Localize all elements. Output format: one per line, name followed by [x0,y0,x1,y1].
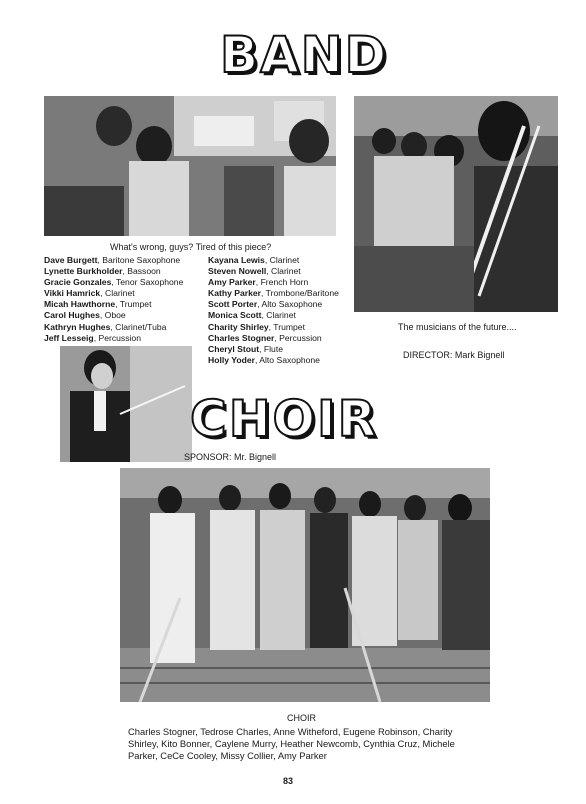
choir-sponsor-line: SPONSOR: Mr. Bignell [184,452,277,462]
band-roster-left [44,255,183,344]
roster-instrument: Oboe [104,310,126,321]
roster-instrument: Clarinet [266,310,296,321]
roster-name: Scott Porter [208,299,258,310]
roster-name: Holly Yoder [208,354,255,365]
roster-name: Kathryn Hughes [44,321,111,332]
band-heading: BAND [220,26,389,84]
roster-name: Vikki Hamrick [44,288,101,299]
roster-entry: Gracie Gonzales, Tenor Saxophone [44,277,184,288]
band-trombone-photo [354,96,558,312]
roster-instrument: Bassoon [127,266,161,277]
band-rehearsal-photo [44,96,336,236]
roster-name: Carol Hughes [44,310,100,321]
roster-instrument: Clarinet/Tuba [115,321,167,332]
roster-entry: Kathryn Hughes, Clarinet/Tuba [44,321,167,332]
roster-name: Lynette Burkholder [44,266,123,277]
roster-name: Gracie Gonzales [44,277,112,288]
roster-instrument: Percussion [98,332,141,343]
roster-entry: Holly Yoder, Alto Saxophone [208,354,320,365]
roster-name: Cheryl Stout [208,343,260,354]
roster-entry: Micah Hawthorne, Trumpet [44,299,152,310]
roster-instrument: Flute [263,343,283,354]
roster-instrument: French Horn [260,277,309,288]
roster-name: Dave Burgett [44,255,98,265]
roster-entry: Vikki Hamrick, Clarinet [44,288,135,299]
roster-entry: Charles Stogner, Percussion [208,332,322,343]
roster-entry: Steven Nowell, Clarinet [208,266,301,277]
roster-name: Charles Stogner [208,332,275,343]
roster-entry: Charity Shirley, Trumpet [208,321,305,332]
director-photo [60,346,192,462]
roster-entry: Dave Burgett, Baritone Saxophone [44,255,181,265]
roster-name: Kathy Parker [208,288,262,299]
roster-instrument: Clarinet [269,255,300,265]
roster-name: Jeff Lesseig [44,332,94,343]
roster-name: Micah Hawthorne [44,299,116,310]
roster-instrument: Alto Saxophone [259,354,320,365]
roster-entry: Cheryl Stout, Flute [208,343,283,354]
choir-members-list: Charles Stogner, Tedrose Charles, Anne Witheford, Eugene Robinson, Charity Shirley, Kito Bonner, Caylene Murry, Heather Newcomb, Cynthia Cruz, Michele Parker, CeCe Cooley, Missy Collier, Amy Parker [128,726,455,761]
choir-heading: CHOIR [190,390,379,448]
roster-entry: Carol Hughes, Oboe [44,310,126,321]
page-number: 83 [283,776,294,786]
roster-name: Amy Parker [208,277,256,288]
band-director-line: DIRECTOR: Mark Bignell [403,350,505,360]
roster-entry: Amy Parker, French Horn [208,277,309,288]
roster-instrument: Trumpet [119,299,152,310]
roster-instrument: Clarinet [105,288,135,299]
roster-instrument: Percussion [279,332,322,343]
roster-name: Charity Shirley [208,321,269,332]
band-trombone-caption: The musicians of the future.... [398,322,517,332]
choir-caption-title: CHOIR [287,713,316,723]
band-rehearsal-caption: What's wrong, guys? Tired of this piece? [110,242,272,252]
roster-entry: Jeff Lesseig, Percussion [44,332,141,343]
roster-instrument: Alto Saxophone [261,299,323,310]
roster-entry: Kathy Parker, Trombone/Baritone [208,288,339,299]
choir-group-photo [120,468,490,702]
roster-instrument: Clarinet [271,266,301,277]
roster-entry: Lynette Burkholder, Bassoon [44,266,161,277]
roster-instrument: Trumpet [273,321,305,332]
roster-entry: Monica Scott, Clarinet [208,310,296,321]
roster-instrument: Trombone/Baritone [265,288,339,299]
roster-name: Steven Nowell [208,266,267,277]
roster-instrument: Tenor Saxophone [115,277,184,288]
roster-name: Kayana Lewis [208,255,265,265]
roster-name: Monica Scott [208,310,262,321]
roster-entry: Scott Porter, Alto Saxophone [208,299,323,310]
band-roster-right [208,255,339,366]
roster-instrument: Baritone Saxophone [102,255,181,265]
roster-entry: Kayana Lewis, Clarinet [208,255,300,265]
